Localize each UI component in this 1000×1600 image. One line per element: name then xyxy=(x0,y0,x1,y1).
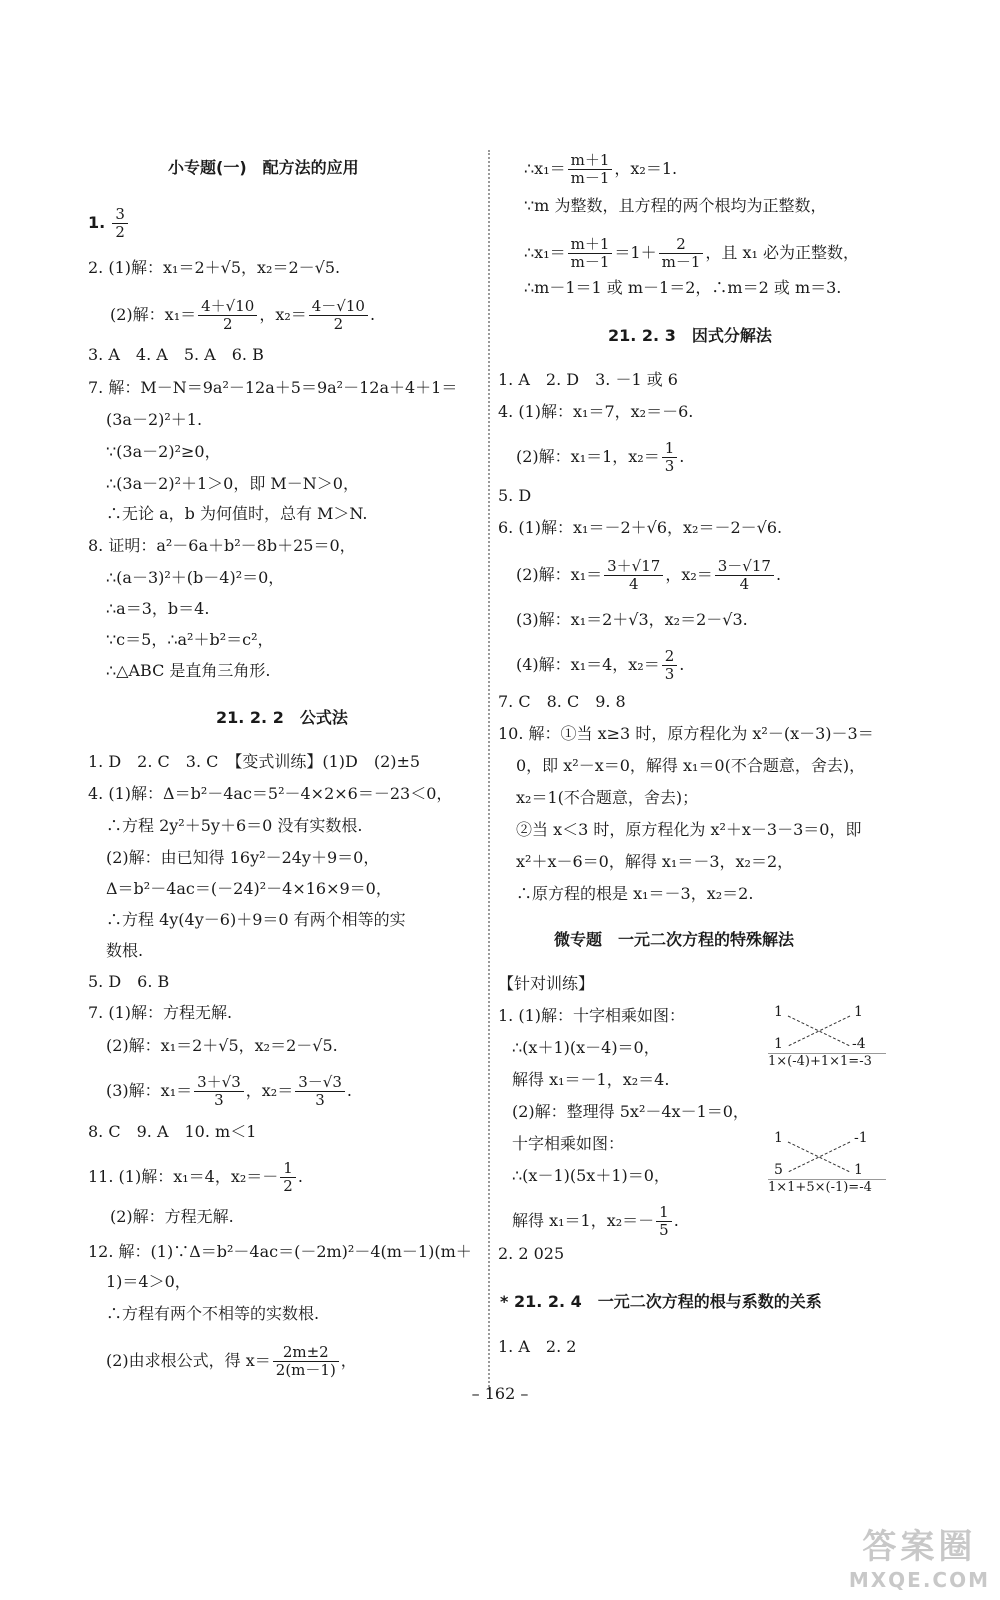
cross-lines xyxy=(768,1004,898,1054)
diagram-caption: 1×(-4)+1×1=-3 xyxy=(768,1054,872,1069)
s2-answer-7-line2: (2)解：x₁＝2＋√5，x₂＝2－√5. xyxy=(106,1036,338,1055)
watermark-logo xyxy=(849,1519,990,1592)
answers-3-6: 3. A 4. A 5. A 6. B xyxy=(88,345,264,364)
s2-answer-11-line2: (2)解：方程无解. xyxy=(110,1207,234,1226)
diagram-bottom-left: 5 xyxy=(774,1162,783,1178)
diagram-bottom-right: -4 xyxy=(852,1036,866,1052)
s2-answers-1-3: 1. D 2. C 3. C 【变式训练】(1)D (2)±5 xyxy=(88,752,421,771)
diagram-caption: 1×1+5×(-1)=-4 xyxy=(768,1180,872,1195)
s3-answer-10-line4: ②当 x＜3 时，原方程化为 x²＋x－3－3＝0，即 xyxy=(516,820,862,839)
s3-answer-10-line2: 0，即 x²－x＝0，解得 x₁＝0(不合题意，舍去)， xyxy=(516,756,866,775)
s3-answer-4-line2: (2)解：x₁＝1，x₂＝ $\frac{1}{3}$ . xyxy=(516,439,685,475)
answer-8-line4: ∵c＝5，∴a²＋b²＝c²， xyxy=(106,630,274,649)
cont-line3: ∴x₁＝ $\frac{m+1}{m-1}$ ＝1＋ $\frac{2}{m-1}$ ，且 x₁ 必为正整数， xyxy=(524,235,859,271)
s2-answer-12-line1: 12. 解：(1)∵Δ＝b²－4ac＝(－2m)²－4(m－1)(m＋ xyxy=(88,1242,472,1261)
cross-multiplication-diagram-2 xyxy=(768,1130,898,1200)
answer-8-line5: ∴△ABC 是直角三角形. xyxy=(106,661,271,680)
page-number: – 162 – xyxy=(471,1384,529,1403)
section-title-genyuxishu: * 21. 2. 4 一元二次方程的根与系数的关系 xyxy=(500,1292,822,1311)
answer-7-line5: ∴无论 a，b 为何值时，总有 M＞N. xyxy=(106,504,368,523)
s4-answer-1-line7: 解得 x₁＝1，x₂＝－ $\frac{1}{5}$ . xyxy=(512,1203,679,1239)
cont-line1: ∴x₁＝ $\frac{m+1}{m-1}$ ，x₂＝1. xyxy=(524,151,678,187)
s3-answer-4-line1: 4. (1)解：x₁＝7，x₂＝－6. xyxy=(498,402,694,421)
s4-answer-1-line3: 解得 x₁＝－1，x₂＝4. xyxy=(512,1070,670,1089)
diagram-bottom-right: 1 xyxy=(854,1162,863,1178)
diagram-top-right: -1 xyxy=(854,1130,868,1146)
s2-answer-4-line3: (2)解：由已知得 16y²－24y＋9＝0， xyxy=(106,848,380,867)
s2-answer-11-line1: 11. (1)解：x₁＝4，x₂＝－ $\frac{1}{2}$ . xyxy=(88,1159,303,1195)
section-title-gongshifa: 21. 2. 2 公式法 xyxy=(216,708,348,727)
s4-answer-1-line6: ∴(x－1)(5x＋1)＝0， xyxy=(512,1166,670,1185)
s2-answer-4-line6: 数根. xyxy=(106,941,144,960)
answer-8-line3: ∴a＝3，b＝4. xyxy=(106,599,210,618)
answer-1: 1. $\frac{3}{2}$ xyxy=(88,206,130,241)
s2-answer-7-line3: (3)解：x₁＝ $\frac{3+√3}{3}$ ，x₂＝ $\frac{3-√3}{3}$ . xyxy=(106,1073,352,1109)
section-title-weizhuanti: 微专题 一元二次方程的特殊解法 xyxy=(554,930,795,949)
s4-answer-1-line1: 1. (1)解：十字相乘如图： xyxy=(498,1006,686,1025)
cont-line4: ∴m－1＝1 或 m－1＝2，∴m＝2 或 m＝3. xyxy=(524,278,842,297)
s2-answers-5-6: 5. D 6. B xyxy=(88,972,170,991)
s3-answer-6-line2: (2)解：x₁＝ $\frac{3+√17}{4}$ ，x₂＝ $\frac{3-√17}{4}$ . xyxy=(516,557,782,593)
fraction: $\frac{3}{2}$ xyxy=(112,206,128,241)
s3-answer-5: 5. D xyxy=(498,486,532,505)
answer-7-line1: 7. 解：M－N＝9a²－12a＋5＝9a²－12a＋4＋1＝ xyxy=(88,378,458,397)
answer-2a: 2. (1)解：x₁＝2＋√5，x₂＝2－√5. xyxy=(88,258,341,277)
watermark-site: MXQE.COM xyxy=(848,1568,990,1592)
s2-answer-4-line4: Δ＝b²－4ac＝(－24)²－4×16×9＝0， xyxy=(106,879,392,898)
s2-answer-4-line5: ∴方程 4y(4y－6)＋9＝0 有两个相等的实 xyxy=(106,910,406,929)
s4-answer-2: 2. 2 025 xyxy=(498,1244,565,1263)
answer-7-line3: ∵(3a－2)²≥0， xyxy=(106,442,221,461)
s2-answer-4-line2: ∴方程 2y²＋5y＋6＝0 没有实数根. xyxy=(106,816,363,835)
answer-8-line1: 8. 证明：a²－6a＋b²－8b＋25＝0， xyxy=(88,536,356,555)
s3-answer-6-line4: (4)解：x₁＝4，x₂＝ $\frac{2}{3}$ . xyxy=(516,647,685,683)
s3-answer-10-line1: 10. 解：①当 x≥3 时，原方程化为 x²－(x－3)－3＝ xyxy=(498,724,874,743)
diagram-top-left: 1 xyxy=(774,1004,783,1020)
s2-answers-8-10: 8. C 9. A 10. m＜1 xyxy=(88,1122,257,1141)
s3-answer-6-line1: 6. (1)解：x₁＝－2＋√6，x₂＝－2－√6. xyxy=(498,518,783,537)
column-divider xyxy=(488,150,490,1390)
answer-2b: (2)解：x₁＝ $\frac{4+√10}{2}$ ，x₂＝ $\frac{4-√10}{2}$ . xyxy=(110,297,376,333)
section-title-yinshifenjie: 21. 2. 3 因式分解法 xyxy=(608,326,772,345)
s4-answer-1-line5: 十字相乘如图： xyxy=(512,1134,625,1153)
cont-line2: ∵m 为整数，且方程的两个根均为正整数， xyxy=(524,196,827,215)
s3-answer-10-line6: ∴原方程的根是 x₁＝－3，x₂＝2. xyxy=(516,884,754,903)
s4-answer-1-line2: ∴(x＋1)(x－4)＝0， xyxy=(512,1038,660,1057)
s4-tag: 【针对训练】 xyxy=(498,974,595,993)
s3-answers-7-9: 7. C 8. C 9. 8 xyxy=(498,692,626,711)
s3-answer-10-line3: x₂＝1(不合题意，舍去)； xyxy=(516,788,699,807)
answer-8-line2: ∴(a－3)²＋(b－4)²＝0， xyxy=(106,568,285,587)
cross-multiplication-diagram-1 xyxy=(768,1004,898,1074)
s2-answer-12-line3: ∴方程有两个不相等的实数根. xyxy=(106,1304,320,1323)
s2-answer-12-line4: (2)由求根公式，得 x＝ $\frac{2m\pm 2}{2(m-1)}$ ， xyxy=(106,1343,357,1379)
s3-answer-6-line3: (3)解：x₁＝2＋√3，x₂＝2－√3. xyxy=(516,610,748,629)
s2-answer-12-line2: 1)＝4＞0， xyxy=(106,1272,191,1291)
diagram-top-right: 1 xyxy=(854,1004,863,1020)
s3-answer-10-line5: x²＋x－6＝0，解得 x₁＝－3，x₂＝2， xyxy=(516,852,794,871)
watermark-title: 答案圈 xyxy=(862,1527,977,1567)
diagram-bottom-left: 1 xyxy=(774,1036,783,1052)
diagram-top-left: 1 xyxy=(774,1130,783,1146)
s4-answer-1-line4: (2)解：整理得 5x²－4x－1＝0， xyxy=(512,1102,749,1121)
section-title-peifangfa: 小专题(一) 配方法的应用 xyxy=(168,158,359,177)
cross-lines xyxy=(768,1130,898,1180)
s3-answers-1-3: 1. A 2. D 3. －1 或 6 xyxy=(498,370,678,389)
s5-answers-1-2: 1. A 2. 2 xyxy=(498,1337,577,1356)
answer-7-line2: (3a－2)²＋1. xyxy=(106,410,203,429)
s2-answer-4-line1: 4. (1)解：Δ＝b²－4ac＝5²－4×2×6＝－23＜0， xyxy=(88,784,453,803)
s2-answer-7-line1: 7. (1)解：方程无解. xyxy=(88,1003,233,1022)
answer-7-line4: ∴(3a－2)²＋1＞0，即 M－N＞0， xyxy=(106,474,359,493)
